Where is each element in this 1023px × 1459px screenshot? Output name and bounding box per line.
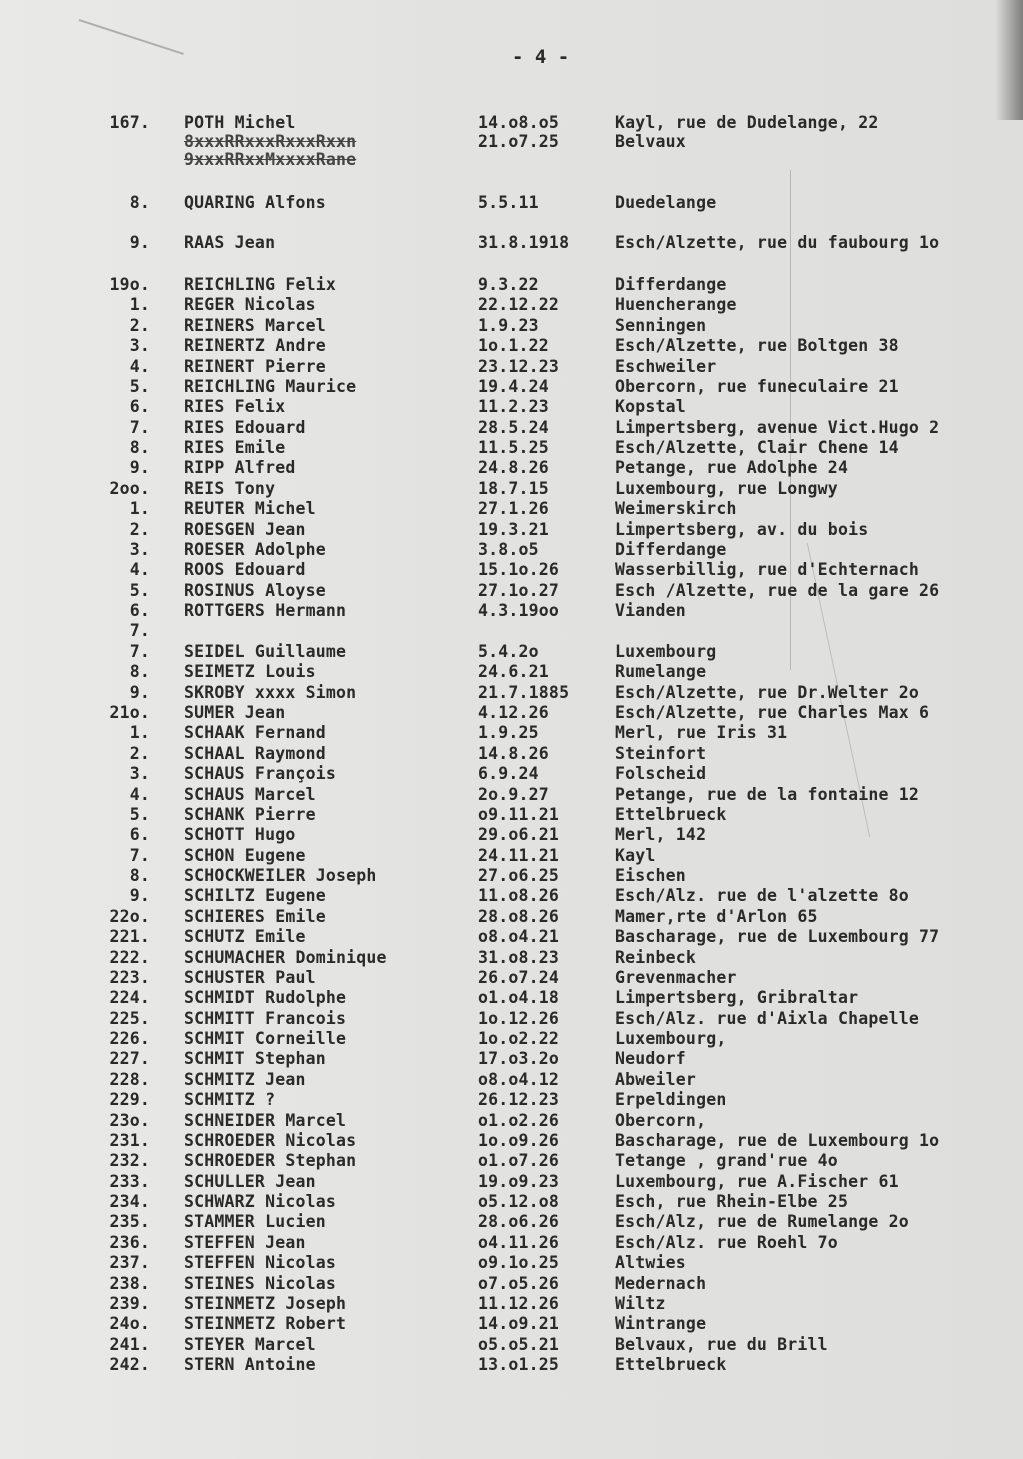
entry-birthdate: 21.7.1885 (478, 682, 570, 702)
entry-number: 227. (109, 1049, 150, 1069)
entry-name: STEINMETZ Robert (184, 1314, 347, 1334)
entry-address: Steinfort (615, 743, 707, 763)
entry-name: 8xxxRRxxxRxxxRxxn (184, 132, 357, 151)
entry-number: 242. (109, 1355, 150, 1375)
entry-name: SCHMIDT Rudolphe (184, 988, 347, 1008)
entry-name: SCHILTZ Eugene (184, 886, 326, 906)
entry-number: 9. (129, 233, 150, 252)
entry-number: 9. (129, 682, 150, 702)
entry-name: REINERT Pierre (184, 356, 326, 376)
entry-number: 8. (129, 662, 150, 682)
entry-name: SCHROEDER Nicolas (184, 1130, 357, 1150)
entry-number: 3. (129, 539, 150, 559)
entry-address: Grevenmacher (615, 967, 737, 987)
entry-address: Esch/Alzette, Clair Chene 14 (615, 438, 899, 458)
entry-birthdate: 1o.12.26 (478, 1008, 560, 1028)
entry-address: Obercorn, (615, 1110, 707, 1130)
entry-name: SCHAUS Marcel (184, 784, 316, 804)
entry-birthdate: 21.o7.25 (478, 132, 560, 151)
entry-birthdate: o1.o2.26 (478, 1110, 560, 1130)
entry-address: Kayl, rue de Dudelange, 22 (615, 113, 879, 132)
entry-birthdate: 17.o3.2o (478, 1049, 560, 1069)
entry-number: 19o. (109, 275, 150, 294)
entry-name: POTH Michel (184, 113, 296, 132)
entry-name: SCHWARZ Nicolas (184, 1192, 337, 1212)
entry-birthdate: o7.o5.26 (478, 1273, 560, 1293)
entry-birthdate: 19.4.24 (478, 376, 549, 396)
entry-number: 1. (129, 295, 150, 315)
entry-name: SCHMIT Corneille (184, 1029, 347, 1049)
entry-address: Limpertsberg, av. du bois (615, 519, 869, 539)
entry-number: 9. (129, 458, 150, 478)
entry-birthdate: o8.o4.21 (478, 927, 560, 947)
entry-birthdate: o1.o4.18 (478, 988, 560, 1008)
entry-name: SCHMITT Francois (184, 1008, 347, 1028)
entry-address: Esch /Alzette, rue de la gare 26 (615, 580, 940, 600)
entry-number: 8. (129, 438, 150, 458)
entry-address: Luxembourg (615, 641, 717, 661)
entry-birthdate: 22.12.22 (478, 295, 560, 315)
entry-address: Kopstal (615, 397, 686, 417)
entry-birthdate: o5.12.o8 (478, 1192, 560, 1212)
entry-name: SCHMITZ Jean (184, 1069, 306, 1089)
entry-name: SCHAUS François (184, 764, 337, 784)
entry-name: REUTER Michel (184, 499, 316, 519)
entry-birthdate: o5.o5.21 (478, 1334, 560, 1354)
entry-address: Kayl (615, 845, 656, 865)
entry-name: SCHOTT Hugo (184, 825, 296, 845)
entry-number: 2oo. (109, 478, 150, 498)
entry-name: 9xxxRRxxMxxxxRane (184, 150, 357, 169)
entry-address: Weimerskirch (615, 499, 737, 519)
entry-number: 237. (109, 1253, 150, 1273)
entry-number: 232. (109, 1151, 150, 1171)
entry-birthdate: o9.1o.25 (478, 1253, 560, 1273)
entry-number: 234. (109, 1192, 150, 1212)
entry-birthdate: 4.12.26 (478, 702, 549, 722)
entry-name: REICHLING Maurice (184, 376, 357, 396)
entry-number: 6. (129, 825, 150, 845)
entry-name: SCHMITZ ? (184, 1090, 276, 1110)
entry-birthdate: 5.5.11 (478, 193, 539, 212)
entry-birthdate: 1o.1.22 (478, 336, 549, 356)
entry-name: SUMER Jean (184, 702, 286, 722)
entry-birthdate: 24.6.21 (478, 662, 549, 682)
entry-birthdate: 27.o6.25 (478, 866, 560, 886)
entry-number: 23o. (109, 1110, 150, 1130)
entry-name: SCHAAL Raymond (184, 743, 326, 763)
entry-number: 228. (109, 1069, 150, 1089)
entry-number: 8. (129, 866, 150, 886)
entry-birthdate: 23.12.23 (478, 356, 560, 376)
entry-birthdate: o4.11.26 (478, 1232, 560, 1252)
entry-name: SCHIERES Emile (184, 906, 326, 926)
entry-address: Differdange (615, 275, 727, 294)
entry-number: 22o. (109, 906, 150, 926)
entry-birthdate: 19.o9.23 (478, 1171, 560, 1191)
entry-name: SCHANK Pierre (184, 804, 316, 824)
entry-name: STEYER Marcel (184, 1334, 316, 1354)
entry-name: STERN Antoine (184, 1355, 316, 1375)
entry-address: Merl, 142 (615, 825, 707, 845)
entry-address: Belvaux (615, 132, 686, 151)
entry-address: Vianden (615, 601, 686, 621)
entry-birthdate: o1.o7.26 (478, 1151, 560, 1171)
entry-number: 238. (109, 1273, 150, 1293)
entry-address: Ettelbrueck (615, 804, 727, 824)
entry-address: Limpertsberg, Gribraltar (615, 988, 859, 1008)
entry-number: 221. (109, 927, 150, 947)
scan-edge-shadow (995, 0, 1023, 120)
entry-number: 4. (129, 784, 150, 804)
entry-birthdate: 2o.9.27 (478, 784, 549, 804)
entry-number: 21o. (109, 702, 150, 722)
entry-birthdate: 14.o8.o5 (478, 113, 560, 132)
entry-address: Duedelange (615, 193, 717, 212)
entry-number: 4. (129, 356, 150, 376)
entry-address: Altwies (615, 1253, 686, 1273)
entry-birthdate: 11.2.23 (478, 397, 549, 417)
entry-birthdate: 18.7.15 (478, 478, 549, 498)
entry-address: Wintrange (615, 1314, 707, 1334)
entry-birthdate: 29.o6.21 (478, 825, 560, 845)
entry-address: Ettelbrueck (615, 1355, 727, 1375)
entry-number: 3. (129, 336, 150, 356)
entry-name: SCHUSTER Paul (184, 967, 316, 987)
entry-number: 233. (109, 1171, 150, 1191)
entry-address: Wiltz (615, 1294, 666, 1313)
entry-birthdate: 31.o8.23 (478, 947, 560, 967)
entry-address: Mamer,rte d'Arlon 65 (615, 906, 818, 926)
entry-name: SEIMETZ Louis (184, 662, 316, 682)
entry-address: Bascharage, rue de Luxembourg 77 (615, 927, 940, 947)
entry-birthdate: 24.11.21 (478, 845, 560, 865)
entry-number: 2. (129, 315, 150, 335)
entry-name: STEINES Nicolas (184, 1273, 337, 1293)
entry-address: Abweiler (615, 1069, 697, 1089)
entry-name: SCHROEDER Stephan (184, 1151, 357, 1171)
entry-number: 7. (129, 621, 150, 641)
entry-birthdate: 19.3.21 (478, 519, 549, 539)
entry-name: STAMMER Lucien (184, 1212, 326, 1232)
entry-number: 236. (109, 1232, 150, 1252)
entry-name: SCHON Eugene (184, 845, 306, 865)
entry-name: REGER Nicolas (184, 295, 316, 315)
entry-birthdate: 26.12.23 (478, 1090, 560, 1110)
entry-address: Eschweiler (615, 356, 717, 376)
entry-birthdate: 11.5.25 (478, 438, 549, 458)
entry-number: 239. (109, 1294, 150, 1313)
entry-name: SCHNEIDER Marcel (184, 1110, 347, 1130)
entry-number: 4. (129, 560, 150, 580)
entry-address: Esch/Alzette, rue Dr.Welter 2o (615, 682, 920, 702)
entry-address: Limpertsberg, avenue Vict.Hugo 2 (615, 417, 940, 437)
entry-address: Eischen (615, 866, 686, 886)
entry-birthdate: 9.3.22 (478, 275, 539, 294)
entry-number: 223. (109, 967, 150, 987)
entry-number: 2. (129, 519, 150, 539)
entry-number: 226. (109, 1029, 150, 1049)
entry-address: Luxembourg, rue Longwy (615, 478, 838, 498)
entry-name: SCHUMACHER Dominique (184, 947, 387, 967)
entry-number: 5. (129, 580, 150, 600)
entry-birthdate: 28.o8.26 (478, 906, 560, 926)
entry-birthdate: o9.11.21 (478, 804, 560, 824)
entry-birthdate: 11.12.26 (478, 1294, 560, 1313)
entry-number: 229. (109, 1090, 150, 1110)
entry-birthdate: 4.3.19oo (478, 601, 560, 621)
entry-number: 7. (129, 845, 150, 865)
entry-name: ROESER Adolphe (184, 539, 326, 559)
entry-birthdate: 1o.o9.26 (478, 1130, 560, 1150)
entry-name: RAAS Jean (184, 233, 276, 252)
entry-number: 231. (109, 1130, 150, 1150)
entry-name: REINERS Marcel (184, 315, 326, 335)
entry-address: Petange, rue de la fontaine 12 (615, 784, 920, 804)
entry-address: Neudorf (615, 1049, 686, 1069)
entry-number: 241. (109, 1334, 150, 1354)
entry-address: Obercorn, rue funeculaire 21 (615, 376, 899, 396)
entry-birthdate: 15.1o.26 (478, 560, 560, 580)
entry-birthdate: 13.o1.25 (478, 1355, 560, 1375)
entry-birthdate: 3.8.o5 (478, 539, 539, 559)
entry-address: Esch/Alz. rue Roehl 7o (615, 1232, 838, 1252)
entry-address: Erpeldingen (615, 1090, 727, 1110)
entry-address: Luxembourg, rue A.Fischer 61 (615, 1171, 899, 1191)
entry-number: 8. (129, 193, 150, 212)
entry-name: RIES Edouard (184, 417, 306, 437)
entry-birthdate: o8.o4.12 (478, 1069, 560, 1089)
entry-address: Folscheid (615, 764, 707, 784)
entry-address: Rumelange (615, 662, 707, 682)
entry-number: 6. (129, 397, 150, 417)
entry-address: Esch/Alzette, rue du faubourg 1o (615, 233, 940, 252)
entry-birthdate: 27.1.26 (478, 499, 549, 519)
entry-name: SCHAAK Fernand (184, 723, 326, 743)
page-number: - 4 - (512, 46, 570, 68)
entry-address: Luxembourg, (615, 1029, 727, 1049)
entry-address: Medernach (615, 1273, 707, 1293)
entry-number: 3. (129, 764, 150, 784)
entry-name: STEINMETZ Joseph (184, 1294, 347, 1313)
entry-address: Esch/Alzette, rue Boltgen 38 (615, 336, 899, 356)
entry-address: Differdange (615, 539, 727, 559)
entry-birthdate: 28.5.24 (478, 417, 549, 437)
entry-birthdate: 11.o8.26 (478, 886, 560, 906)
entry-address: Bascharage, rue de Luxembourg 1o (615, 1130, 940, 1150)
entry-name: RIES Emile (184, 438, 286, 458)
entry-name: ROTTGERS Hermann (184, 601, 347, 621)
entry-birthdate: 14.o9.21 (478, 1314, 560, 1334)
entry-number: 7. (129, 417, 150, 437)
entry-number: 5. (129, 804, 150, 824)
entry-name: ROSINUS Aloyse (184, 580, 326, 600)
entry-name: ROOS Edouard (184, 560, 306, 580)
entry-birthdate: 14.8.26 (478, 743, 549, 763)
entry-name: SCHMIT Stephan (184, 1049, 326, 1069)
entry-birthdate: 1.9.25 (478, 723, 539, 743)
entry-name: RIPP Alfred (184, 458, 296, 478)
entry-address: Merl, rue Iris 31 (615, 723, 788, 743)
entry-name: SCHUTZ Emile (184, 927, 306, 947)
entry-number: 7. (129, 641, 150, 661)
entry-name: SKROBY xxxx Simon (184, 682, 357, 702)
entry-address: Wasserbillig, rue d'Echternach (615, 560, 920, 580)
entry-birthdate: 27.1o.27 (478, 580, 560, 600)
entry-name: ROESGEN Jean (184, 519, 306, 539)
entry-number: 225. (109, 1008, 150, 1028)
entry-address: Huencherange (615, 295, 737, 315)
entry-name: QUARING Alfons (184, 193, 326, 212)
entry-address: Senningen (615, 315, 707, 335)
entry-birthdate: 1.9.23 (478, 315, 539, 335)
entry-name: RIES Felix (184, 397, 286, 417)
entry-number: 1. (129, 723, 150, 743)
entry-address: Reinbeck (615, 947, 697, 967)
entry-name: REINERTZ Andre (184, 336, 326, 356)
entry-address: Belvaux, rue du Brill (615, 1334, 828, 1354)
entry-birthdate: 28.o6.26 (478, 1212, 560, 1232)
entry-birthdate: 5.4.2o (478, 641, 539, 661)
entry-name: REIS Tony (184, 478, 276, 498)
entry-number: 9. (129, 886, 150, 906)
entry-birthdate: 26.o7.24 (478, 967, 560, 987)
entry-number: 235. (109, 1212, 150, 1232)
entry-address: Esch/Alz. rue d'Aixla Chapelle (615, 1008, 920, 1028)
entry-name: SCHULLER Jean (184, 1171, 316, 1191)
entry-birthdate: 24.8.26 (478, 458, 549, 478)
entry-birthdate: 1o.o2.22 (478, 1029, 560, 1049)
entry-number: 224. (109, 988, 150, 1008)
entry-address: Petange, rue Adolphe 24 (615, 458, 849, 478)
entry-name: STEFFEN Jean (184, 1232, 306, 1252)
entry-number: 6. (129, 601, 150, 621)
entry-name: SCHOCKWEILER Joseph (184, 866, 377, 886)
entry-address: Esch/Alz. rue de l'alzette 8o (615, 886, 909, 906)
entry-address: Esch/Alz, rue de Rumelange 2o (615, 1212, 909, 1232)
entry-name: REICHLING Felix (184, 275, 337, 294)
entry-birthdate: 6.9.24 (478, 764, 539, 784)
entry-address: Esch/Alzette, rue Charles Max 6 (615, 702, 930, 722)
entry-number: 1. (129, 499, 150, 519)
entry-number: 5. (129, 376, 150, 396)
entry-number: 2. (129, 743, 150, 763)
entry-number: 24o. (109, 1314, 150, 1334)
entry-number: 167. (109, 113, 150, 132)
folded-corner (66, 19, 184, 93)
entry-name: SEIDEL Guillaume (184, 641, 347, 661)
entry-number: 222. (109, 947, 150, 967)
entry-birthdate: 31.8.1918 (478, 233, 570, 252)
entry-address: Esch, rue Rhein-Elbe 25 (615, 1192, 849, 1212)
entry-name: STEFFEN Nicolas (184, 1253, 337, 1273)
entry-address: Tetange , grand'rue 4o (615, 1151, 838, 1171)
